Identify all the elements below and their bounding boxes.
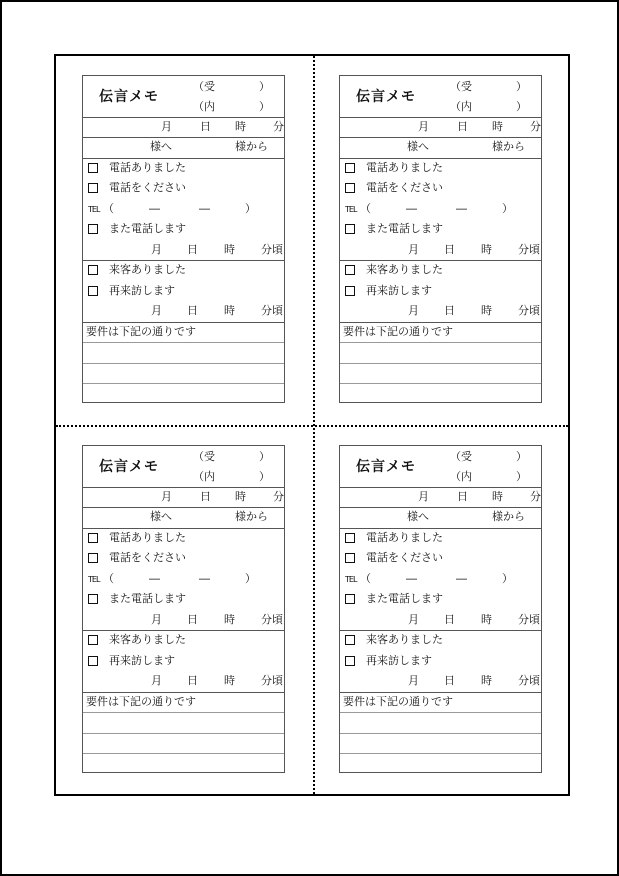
revisit-row (83, 651, 284, 671)
call-back-checkbox[interactable] (345, 183, 355, 193)
will-call-time-row (83, 240, 284, 261)
called-label: 電話ありました (109, 161, 186, 174)
revisit-row (83, 281, 284, 301)
received-close: ） (516, 450, 527, 463)
subject-row (83, 322, 284, 343)
call-back-checkbox[interactable] (88, 553, 98, 563)
month-label: 月 (151, 674, 162, 687)
internal-label: （内 (450, 100, 472, 113)
hour-label: 時 (481, 674, 492, 687)
memo-header (83, 76, 284, 118)
hour-label: 時 (481, 243, 492, 256)
will-call-label: また電話します (366, 222, 443, 235)
revisit-label: 再来訪します (366, 284, 432, 297)
note-line-2[interactable] (340, 363, 541, 384)
will-call-time-row (340, 240, 541, 261)
hour-label: 時 (481, 304, 492, 317)
to-from-row (83, 137, 284, 159)
from-label: 様から (492, 510, 525, 523)
from-label: 様から (492, 140, 525, 153)
minute-label: 分 (273, 490, 284, 503)
minute-label: 分 (530, 120, 541, 133)
day-label: 日 (444, 243, 455, 256)
visited-label: 来客ありました (366, 633, 443, 646)
note-line-1[interactable] (340, 342, 541, 364)
call-back-label: 電話をください (109, 181, 186, 194)
from-label: 様から (235, 140, 268, 153)
note-line-1[interactable] (83, 342, 284, 364)
will-call-label: また電話します (109, 592, 186, 605)
minute-approx-label: 分頃 (261, 674, 283, 687)
revisit-time-row (340, 301, 541, 323)
memo-header (83, 446, 284, 488)
month-label: 月 (418, 120, 429, 133)
check-called-row (340, 528, 541, 548)
revisit-label: 再来訪します (366, 654, 432, 667)
note-line-3[interactable] (340, 753, 541, 773)
revisit-time-row (83, 301, 284, 323)
visited-row (340, 630, 541, 651)
tel-open: （ (360, 202, 371, 215)
minute-approx-label: 分頃 (261, 243, 283, 256)
revisit-checkbox[interactable] (345, 286, 355, 296)
visited-checkbox[interactable] (345, 635, 355, 645)
revisit-label: 再来訪します (109, 654, 175, 667)
memo-title: 伝言メモ (356, 89, 416, 105)
hour-label: 時 (481, 613, 492, 626)
received-close: ） (259, 80, 270, 93)
to-label: 様へ (407, 510, 429, 523)
call-back-label: 電話をください (109, 551, 186, 564)
from-label: 様から (235, 510, 268, 523)
called-checkbox[interactable] (345, 163, 355, 173)
call-back-label: 電話をください (366, 181, 443, 194)
day-label: 日 (200, 490, 211, 503)
tel-label: TEL (88, 575, 100, 584)
day-label: 日 (444, 674, 455, 687)
minute-approx-label: 分頃 (261, 613, 283, 626)
tel-row (340, 199, 541, 219)
internal-close: ） (259, 100, 270, 113)
memo-header (340, 76, 541, 118)
tel-label: TEL (345, 575, 357, 584)
note-line-1[interactable] (83, 712, 284, 734)
internal-label: （内 (193, 100, 215, 113)
minute-approx-label: 分頃 (518, 243, 540, 256)
subject-row (83, 692, 284, 713)
minute-label: 分 (273, 120, 284, 133)
memo-card-top-right (339, 75, 542, 403)
check-call-back-row (340, 178, 541, 199)
month-label: 月 (151, 304, 162, 317)
memo-card-top-left (82, 75, 285, 403)
to-from-row (340, 137, 541, 159)
tel-dash-2: ― (456, 572, 467, 585)
memo-title: 伝言メモ (356, 459, 416, 475)
minute-approx-label: 分頃 (518, 674, 540, 687)
internal-close: ） (259, 470, 270, 483)
revisit-time-row (83, 671, 284, 693)
tel-dash-1: ― (149, 572, 160, 585)
tel-dash-1: ― (149, 202, 160, 215)
check-call-back-row (83, 548, 284, 569)
datetime-row (340, 117, 541, 138)
revisit-checkbox[interactable] (345, 656, 355, 666)
check-called-row (83, 158, 284, 178)
called-label: 電話ありました (366, 161, 443, 174)
visited-checkbox[interactable] (345, 265, 355, 275)
hour-label: 時 (492, 120, 503, 133)
day-label: 日 (187, 243, 198, 256)
to-label: 様へ (407, 140, 429, 153)
tel-close: ） (245, 572, 256, 585)
hour-label: 時 (224, 613, 235, 626)
subject-label: 要件は下記の通りです (86, 695, 196, 708)
month-label: 月 (408, 674, 419, 687)
day-label: 日 (444, 304, 455, 317)
will-call-row (340, 589, 541, 610)
month-label: 月 (408, 304, 419, 317)
called-checkbox[interactable] (345, 533, 355, 543)
tel-dash-2: ― (199, 572, 210, 585)
called-checkbox[interactable] (88, 533, 98, 543)
subject-row (340, 322, 541, 343)
month-label: 月 (151, 243, 162, 256)
note-line-3[interactable] (340, 383, 541, 403)
tel-dash-2: ― (456, 202, 467, 215)
tel-label: TEL (345, 205, 357, 214)
tel-row (83, 569, 284, 589)
month-label: 月 (408, 613, 419, 626)
hour-label: 時 (235, 490, 246, 503)
day-label: 日 (457, 120, 468, 133)
tel-dash-2: ― (199, 202, 210, 215)
visited-row (83, 260, 284, 281)
tel-close: ） (502, 572, 513, 585)
note-line-3[interactable] (83, 383, 284, 403)
received-close: ） (516, 80, 527, 93)
visited-label: 来客ありました (109, 633, 186, 646)
day-label: 日 (187, 613, 198, 626)
received-label: （受 (193, 80, 215, 93)
will-call-time-row (340, 610, 541, 631)
memo-title: 伝言メモ (99, 459, 159, 475)
tel-open: （ (103, 572, 114, 585)
revisit-time-row (340, 671, 541, 693)
month-label: 月 (151, 613, 162, 626)
month-label: 月 (418, 490, 429, 503)
month-label: 月 (161, 120, 172, 133)
called-checkbox[interactable] (88, 163, 98, 173)
received-close: ） (259, 450, 270, 463)
will-call-label: また電話します (109, 222, 186, 235)
to-label: 様へ (150, 140, 172, 153)
datetime-row (83, 117, 284, 138)
memo-card-bottom-left (82, 445, 285, 773)
will-call-row (83, 219, 284, 240)
will-call-row (340, 219, 541, 240)
received-label: （受 (193, 450, 215, 463)
note-line-3[interactable] (83, 753, 284, 773)
note-line-2[interactable] (83, 363, 284, 384)
revisit-checkbox[interactable] (88, 286, 98, 296)
will-call-row (83, 589, 284, 610)
minute-label: 分 (530, 490, 541, 503)
tel-dash-1: ― (406, 572, 417, 585)
check-call-back-row (83, 178, 284, 199)
day-label: 日 (187, 304, 198, 317)
hour-label: 時 (224, 243, 235, 256)
visited-label: 来客ありました (366, 263, 443, 276)
subject-label: 要件は下記の通りです (343, 695, 453, 708)
internal-close: ） (516, 100, 527, 113)
visited-checkbox[interactable] (88, 635, 98, 645)
minute-approx-label: 分頃 (518, 304, 540, 317)
will-call-label: また電話します (366, 592, 443, 605)
note-line-2[interactable] (340, 733, 541, 754)
hour-label: 時 (224, 674, 235, 687)
visited-row (340, 260, 541, 281)
tel-open: （ (360, 572, 371, 585)
month-label: 月 (408, 243, 419, 256)
subject-label: 要件は下記の通りです (86, 325, 196, 338)
note-line-2[interactable] (83, 733, 284, 754)
memo-sheet (54, 54, 570, 796)
visited-row (83, 630, 284, 651)
tel-row (83, 199, 284, 219)
revisit-checkbox[interactable] (88, 656, 98, 666)
revisit-label: 再来訪します (109, 284, 175, 297)
memo-title: 伝言メモ (99, 89, 159, 105)
tel-row (340, 569, 541, 589)
minute-approx-label: 分頃 (518, 613, 540, 626)
to-from-row (340, 507, 541, 529)
tel-close: ） (502, 202, 513, 215)
day-label: 日 (187, 674, 198, 687)
will-call-time-row (83, 610, 284, 631)
call-back-checkbox[interactable] (88, 183, 98, 193)
check-called-row (83, 528, 284, 548)
visited-checkbox[interactable] (88, 265, 98, 275)
hour-label: 時 (224, 304, 235, 317)
to-label: 様へ (150, 510, 172, 523)
subject-row (340, 692, 541, 713)
subject-label: 要件は下記の通りです (343, 325, 453, 338)
tel-dash-1: ― (406, 202, 417, 215)
horizontal-cut-line (56, 425, 568, 427)
day-label: 日 (457, 490, 468, 503)
called-label: 電話ありました (366, 531, 443, 544)
will-call-checkbox[interactable] (345, 224, 355, 234)
check-call-back-row (340, 548, 541, 569)
note-line-1[interactable] (340, 712, 541, 734)
hour-label: 時 (235, 120, 246, 133)
day-label: 日 (444, 613, 455, 626)
received-label: （受 (450, 80, 472, 93)
memo-header (340, 446, 541, 488)
internal-label: （内 (193, 470, 215, 483)
minute-approx-label: 分頃 (261, 304, 283, 317)
tel-open: （ (103, 202, 114, 215)
tel-label: TEL (88, 205, 100, 214)
will-call-checkbox[interactable] (345, 594, 355, 604)
revisit-row (340, 281, 541, 301)
revisit-row (340, 651, 541, 671)
received-label: （受 (450, 450, 472, 463)
to-from-row (83, 507, 284, 529)
call-back-checkbox[interactable] (345, 553, 355, 563)
internal-close: ） (516, 470, 527, 483)
called-label: 電話ありました (109, 531, 186, 544)
will-call-checkbox[interactable] (88, 594, 98, 604)
memo-card-bottom-right (339, 445, 542, 773)
call-back-label: 電話をください (366, 551, 443, 564)
tel-close: ） (245, 202, 256, 215)
internal-label: （内 (450, 470, 472, 483)
datetime-row (340, 487, 541, 508)
day-label: 日 (200, 120, 211, 133)
will-call-checkbox[interactable] (88, 224, 98, 234)
datetime-row (83, 487, 284, 508)
hour-label: 時 (492, 490, 503, 503)
month-label: 月 (161, 490, 172, 503)
visited-label: 来客ありました (109, 263, 186, 276)
check-called-row (340, 158, 541, 178)
